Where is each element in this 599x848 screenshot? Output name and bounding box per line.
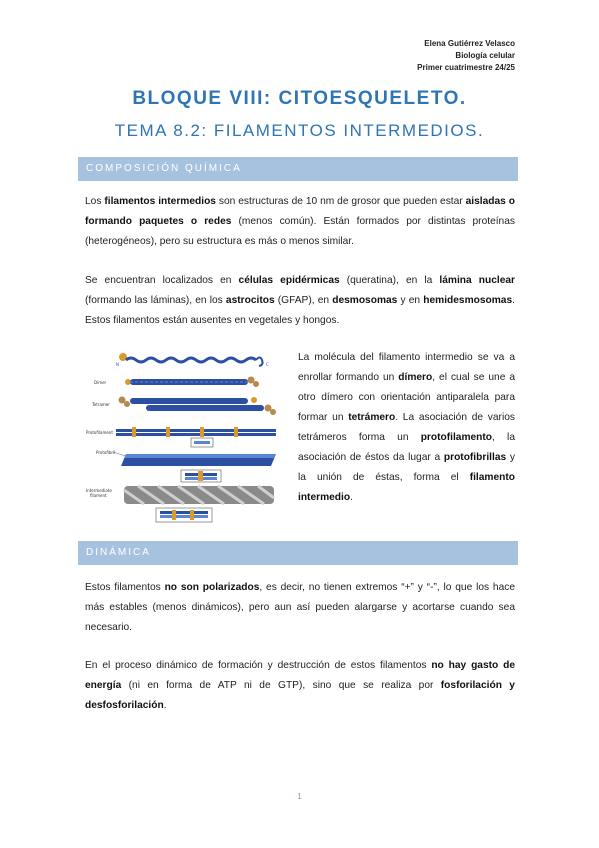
intermediate-filament-illustration	[86, 486, 274, 522]
dimer-illustration	[94, 377, 259, 388]
paragraph-polarity: Estos filamentos no son polarizados, es decir, no tienen extremos “+” y “-”, lo que los hace más estables (menos dinámicos), pero aun así pueden alargarse y acortarse cuando sea necesario.	[85, 582, 516, 633]
term-name: Primer cuatrimestre 24/25	[417, 63, 515, 72]
page-number: 1	[297, 792, 302, 801]
monomer-illustration	[116, 353, 269, 367]
intermediate-label: Intermediate	[86, 488, 112, 493]
paragraph-composition: Los filamentos intermedios son estructuras de 10 nm de grosor que pueden estar aisladas o formando paquetes o redes (menos común). Están formados por distintas proteínas (heterogéneos), pero su estructura es más o menos similar.	[85, 196, 515, 247]
header-meta	[417, 38, 515, 74]
protofibril-illustration	[96, 450, 276, 482]
section-heading-dinamica: DINÁMICA	[78, 541, 518, 565]
section-heading-composicion: COMPOSICIÓN QUÍMICA	[78, 157, 518, 181]
author-name: Elena Gutiérrez Velasco	[424, 39, 515, 48]
paragraph-location: Se encuentran localizados en células epidérmicas (queratina), en la lámina nuclear (formando las láminas), en los astrocitos (GFAP), en desmosomas y en hemidesmosomas. Estos filamentos están ausentes en vegetales y hongos.	[85, 275, 515, 326]
protofibril-label: Protofibril	[96, 450, 116, 455]
filament-assembly-diagram	[86, 350, 286, 528]
dimer-label: Dimer	[94, 380, 107, 385]
main-title: BLOQUE VIII: CITOESQUELETO.	[132, 88, 467, 109]
tetramer-illustration	[91, 397, 276, 416]
tetramer-label: Tetramer	[92, 402, 110, 407]
protofilament-illustration	[86, 427, 276, 447]
paragraph-assembly: La molécula del filamento intermedio se va a enrollar formando un dímero, el cual se une a otro dímero con orientación antiparalela para formar un tetrámero. La asociación de varios tetrámeros forma un protofilamento, la asociación de éstos da lugar a protofibrillas y la unión de éstas, forma el filamento intermedio.	[298, 352, 515, 503]
n-terminal-label: N	[116, 362, 119, 367]
paragraph-energy: En el proceso dinámico de formación y destrucción de estos filamentos no hay gasto de energía (ni en forma de ATP ni de GTP), sino que se realiza por fosforilación y desfosforilación.	[85, 660, 515, 711]
sub-title: TEMA 8.2: FILAMENTOS INTERMEDIOS.	[114, 121, 485, 140]
c-terminal-label: C	[266, 362, 269, 367]
subject-name: Biología celular	[455, 51, 515, 60]
filament-label: filament	[90, 493, 107, 498]
protofilament-label: Protofilament	[86, 430, 113, 435]
